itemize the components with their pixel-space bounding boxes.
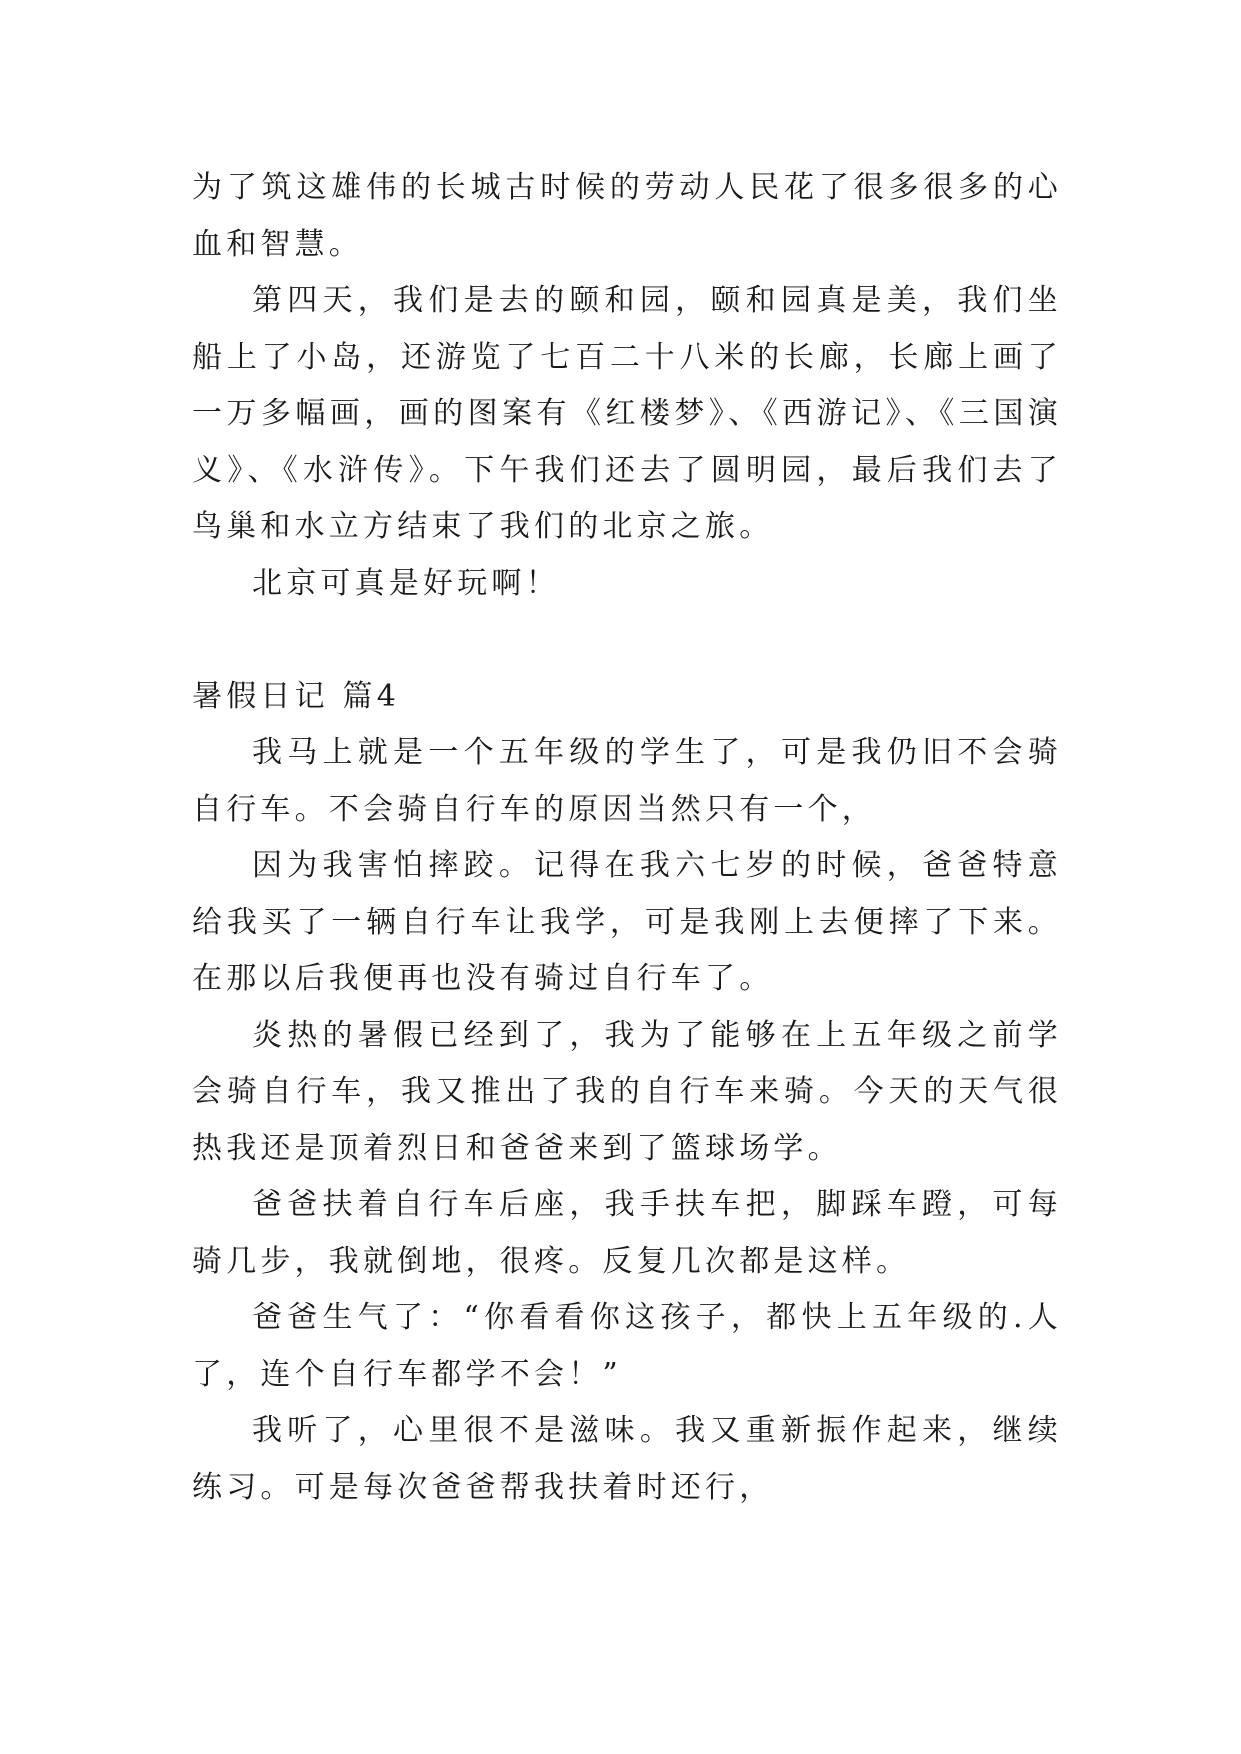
paragraph: 爸爸生气了：“你看看你这孩子，都快上五年级的.人了，连个自行车都学不会！” xyxy=(192,1300,1062,1392)
paragraph: 北京可真是好玩啊！ xyxy=(252,565,560,601)
paragraph: 我听了，心里很不是滋味。我又重新振作起来，继续练习。可是每次爸爸帮我扶着时还行， xyxy=(192,1413,1062,1505)
paragraph: 炎热的暑假已经到了，我为了能够在上五年级之前学会骑自行车，我又推出了我的自行车来骑。今天的天气很热我还是顶着烈日和爸爸来到了篮球场学。 xyxy=(192,1017,1062,1166)
paragraph: 因为我害怕摔跤。记得在我六七岁的时候，爸爸特意给我买了一辆自行车让我学，可是我刚上去便摔了下来。在那以后我便再也没有骑过自行车了。 xyxy=(192,848,1062,996)
section-spacer xyxy=(192,612,1062,669)
paragraph-continued: 为了筑这雄伟的长城古时候的劳动人民花了很多很多的心血和智慧。 xyxy=(192,170,1062,262)
paragraph: 第四天，我们是去的颐和园，颐和园真是美，我们坐船上了小岛，还游览了七百二十八米的长廊，长廊上画了一万多幅画，画的图案有《红楼梦》、《西游记》、《三国演义》、《水浒传》。下午我们还去了圆明园，最后我们去了鸟巢和水立方结束了我们的北京之旅。 xyxy=(192,283,1062,544)
section-heading: 暑假日记 篇4 xyxy=(192,678,401,714)
document-body xyxy=(192,160,1062,1516)
paragraph: 爸爸扶着自行车后座，我手扶车把，脚踩车蹬，可每骑几步，我就倒地，很疼。反复几次都是这样。 xyxy=(192,1187,1062,1279)
paragraph: 我马上就是一个五年级的学生了，可是我仍旧不会骑自行车。不会骑自行车的原因当然只有一个， xyxy=(192,735,1062,827)
